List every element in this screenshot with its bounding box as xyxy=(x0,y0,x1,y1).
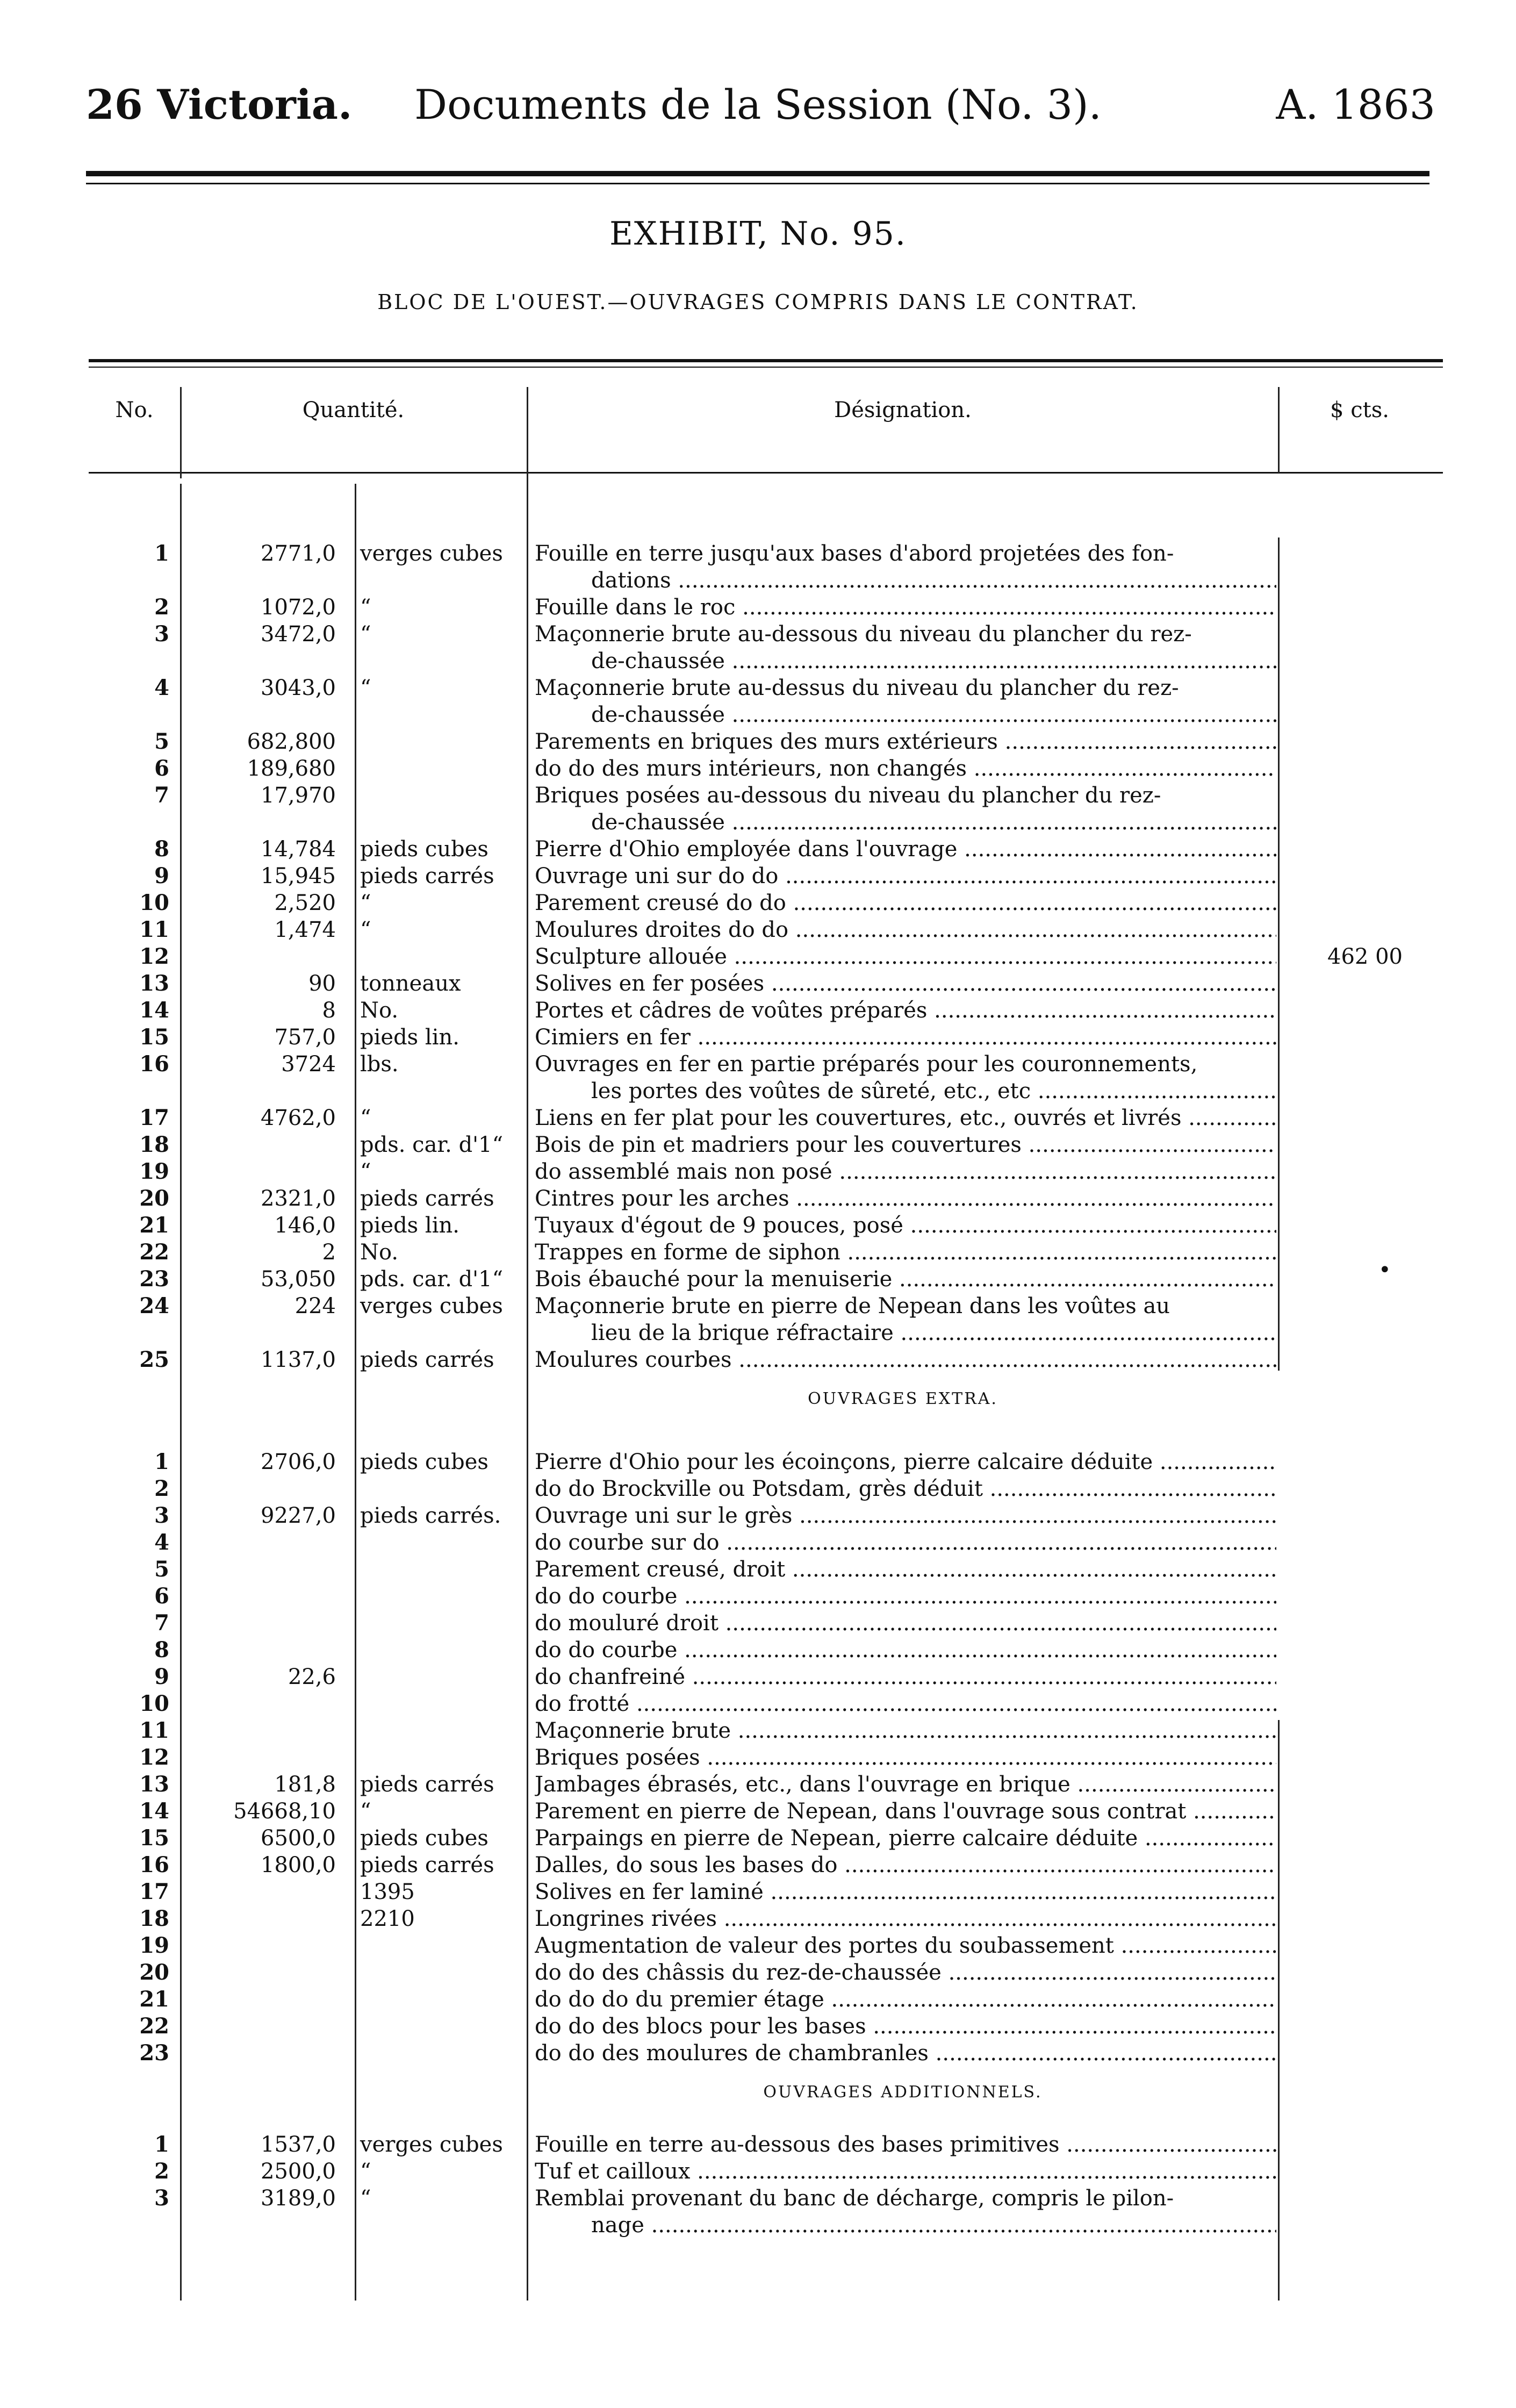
item-number: 17 xyxy=(139,1105,169,1130)
exhibit-title: EXHIBIT, No. 95. xyxy=(609,215,907,253)
column-divider xyxy=(1278,538,1280,1371)
item-designation: Maçonnerie brute au-dessous du niveau du plancher du rez- xyxy=(535,622,1192,647)
item-unit: verges cubes xyxy=(360,1294,503,1318)
item-quantity: 2,520 xyxy=(274,891,336,915)
item-designation: Dalles, do sous les bases do ..... xyxy=(535,1852,1276,1879)
item-designation: Maçonnerie brute ..... xyxy=(535,1717,1276,1744)
item-quantity: 3724 xyxy=(281,1052,336,1077)
item-designation: Longrines rivées ..... xyxy=(535,1905,1276,1932)
item-unit: “ xyxy=(360,1106,371,1130)
item-designation-continuation: de-chaussée ..... xyxy=(591,648,1276,675)
item-unit: tonneaux xyxy=(360,971,461,996)
item-number: 24 xyxy=(139,1293,169,1318)
item-number: 2 xyxy=(154,1476,169,1501)
item-number: 6 xyxy=(154,1583,169,1609)
item-unit: pieds lin. xyxy=(360,1213,459,1238)
item-quantity: 2500,0 xyxy=(261,2159,336,2184)
item-designation-continuation: de-chaussée ..... xyxy=(591,809,1276,836)
item-designation: Parement en pierre de Nepean, dans l'ouvrage sous contrat ..... xyxy=(535,1798,1276,1825)
item-quantity: 3189,0 xyxy=(261,2186,336,2211)
column-header-quantity: Quantité. xyxy=(302,398,405,422)
item-number: 1 xyxy=(154,541,169,566)
item-designation: do do Brockville ou Potsdam, grès déduit ..... xyxy=(535,1475,1276,1502)
item-unit: “ xyxy=(360,2159,371,2184)
item-number: 14 xyxy=(139,998,169,1023)
item-number: 6 xyxy=(154,756,169,781)
item-unit: 2210 xyxy=(360,1907,415,1931)
item-unit: pieds cubes xyxy=(360,837,488,862)
item-number: 2 xyxy=(154,594,169,620)
item-unit: pieds cubes xyxy=(360,1450,488,1474)
item-designation: do chanfreiné ..... xyxy=(535,1664,1276,1690)
item-designation: Solives en fer posées ..... xyxy=(535,970,1276,997)
item-quantity: 2771,0 xyxy=(261,541,336,566)
item-designation: Ouvrage uni sur do do ..... xyxy=(535,863,1276,890)
item-designation: Fouille en terre jusqu'aux bases d'abord projetées des fon- xyxy=(535,541,1174,566)
item-quantity: 2706,0 xyxy=(261,1450,336,1474)
item-quantity: 22,6 xyxy=(288,1665,336,1689)
header-session: 26 Victoria. xyxy=(86,81,353,128)
item-number: 3 xyxy=(154,621,169,647)
item-quantity: 17,970 xyxy=(261,783,336,808)
item-number: 18 xyxy=(139,1132,169,1157)
item-number: 14 xyxy=(139,1798,169,1824)
item-designation: Jambages ébrasés, etc., dans l'ouvrage en brique ..... xyxy=(535,1771,1276,1798)
item-number: 15 xyxy=(139,1024,169,1050)
item-designation: Tuyaux d'égout de 9 pouces, posé ..... xyxy=(535,1212,1276,1239)
item-designation: Ouvrage uni sur le grès ..... xyxy=(535,1502,1276,1529)
item-designation: Fouille dans le roc ..... xyxy=(535,594,1276,621)
item-unit: “ xyxy=(360,2186,371,2211)
item-number: 5 xyxy=(154,729,169,754)
item-unit: pieds carrés xyxy=(360,1186,494,1211)
stray-mark: • xyxy=(1378,1258,1391,1282)
item-number: 9 xyxy=(154,1664,169,1689)
item-designation: Briques posées ..... xyxy=(535,1744,1276,1771)
item-quantity: 224 xyxy=(294,1294,336,1318)
item-designation: Solives en fer laminé ..... xyxy=(535,1879,1276,1905)
item-designation-continuation: de-chaussée ..... xyxy=(591,701,1276,728)
item-number: 25 xyxy=(139,1347,169,1372)
item-number: 22 xyxy=(139,2013,169,2039)
item-number: 5 xyxy=(154,1557,169,1582)
item-number: 19 xyxy=(139,1933,169,1958)
item-designation-continuation: dations ..... xyxy=(591,567,1276,594)
item-number: 7 xyxy=(154,783,169,808)
item-unit: “ xyxy=(360,595,371,620)
item-quantity: 4762,0 xyxy=(261,1106,336,1130)
item-designation: do courbe sur do ..... xyxy=(535,1529,1276,1556)
item-number: 21 xyxy=(139,1987,169,2012)
item-designation: Augmentation de valeur des portes du soubassement ..... xyxy=(535,1932,1276,1959)
item-designation: do do courbe ..... xyxy=(535,1637,1276,1664)
item-designation: Ouvrages en fer en partie préparés pour les couronnements, xyxy=(535,1052,1198,1077)
item-number: 20 xyxy=(139,1186,169,1211)
item-designation: Portes et câdres de voûtes préparés ..... xyxy=(535,997,1276,1024)
item-unit: pieds lin. xyxy=(360,1025,459,1050)
item-number: 4 xyxy=(154,675,169,700)
item-unit: “ xyxy=(360,622,371,647)
column-divider xyxy=(1278,1720,1280,2300)
item-designation: Pierre d'Ohio pour les écoinçons, pierre calcaire déduite ..... xyxy=(535,1449,1276,1475)
item-number: 23 xyxy=(139,1266,169,1292)
item-number: 15 xyxy=(139,1825,169,1851)
column-divider xyxy=(180,484,182,2300)
item-number: 18 xyxy=(139,1906,169,1931)
item-quantity: 2321,0 xyxy=(261,1186,336,1211)
item-quantity: 9227,0 xyxy=(261,1503,336,1528)
item-quantity: 1072,0 xyxy=(261,595,336,620)
item-unit: “ xyxy=(360,1159,371,1184)
item-designation: Tuf et cailloux ..... xyxy=(535,2158,1276,2185)
item-unit: pieds carrés xyxy=(360,864,494,888)
item-designation-continuation: nage ..... xyxy=(591,2212,1276,2239)
item-designation: Parements en briques des murs extérieurs ..... xyxy=(535,728,1276,755)
item-quantity: 53,050 xyxy=(261,1267,336,1292)
item-number: 13 xyxy=(139,1772,169,1797)
item-quantity: 6500,0 xyxy=(261,1826,336,1851)
item-designation: Liens en fer plat pour les couvertures, etc., ouvrés et livrés ..... xyxy=(535,1105,1276,1131)
item-number: 10 xyxy=(139,890,169,915)
item-number: 12 xyxy=(139,944,169,969)
table-top-rule xyxy=(89,359,1443,362)
item-number: 3 xyxy=(154,1503,169,1528)
item-designation: Sculpture allouée ..... xyxy=(535,943,1276,970)
item-quantity: 3472,0 xyxy=(261,622,336,647)
item-unit: verges cubes xyxy=(360,541,503,566)
column-header-designation: Désignation. xyxy=(834,398,972,422)
section-title-additional: OUVRAGES ADDITIONNELS. xyxy=(763,2083,1043,2102)
item-unit: pieds carrés xyxy=(360,1853,494,1877)
item-designation-continuation: les portes des voûtes de sûreté, etc., etc ..... xyxy=(591,1078,1276,1105)
item-designation: do do do du premier étage ..... xyxy=(535,1986,1276,2013)
item-quantity: 181,8 xyxy=(274,1772,336,1797)
page-header xyxy=(81,81,1435,140)
item-unit: 1395 xyxy=(360,1880,415,1904)
item-designation: Cintres pour les arches ..... xyxy=(535,1185,1276,1212)
item-number: 13 xyxy=(139,971,169,996)
item-designation: Parement creusé do do ..... xyxy=(535,890,1276,916)
item-designation: Parement creusé, droit ..... xyxy=(535,1556,1276,1583)
item-quantity: 757,0 xyxy=(274,1025,336,1050)
item-number: 17 xyxy=(139,1879,169,1904)
item-quantity: 1,474 xyxy=(274,918,336,942)
item-designation: Trappes en forme de siphon ..... xyxy=(535,1239,1276,1266)
item-designation: do do des murs intérieurs, non changés ..... xyxy=(535,755,1276,782)
item-number: 21 xyxy=(139,1213,169,1238)
item-unit: pds. car. d'1“ xyxy=(360,1267,504,1292)
item-designation: Maçonnerie brute au-dessus du niveau du plancher du rez- xyxy=(535,676,1179,700)
item-designation: Remblai provenant du banc de décharge, compris le pilon- xyxy=(535,2186,1174,2211)
column-header-amount: $ cts. xyxy=(1330,398,1389,422)
column-header-no: No. xyxy=(115,398,154,422)
item-number: 2 xyxy=(154,2159,169,2184)
column-divider xyxy=(355,484,356,2300)
table-header-rule xyxy=(89,472,1443,474)
item-number: 16 xyxy=(139,1852,169,1877)
item-number: 1 xyxy=(154,1449,169,1474)
item-quantity: 2 xyxy=(322,1240,336,1265)
column-divider xyxy=(1278,387,1280,473)
item-number: 23 xyxy=(139,2040,169,2066)
item-unit: No. xyxy=(360,1240,399,1265)
exhibit-subtitle: BLOC DE L'OUEST.—OUVRAGES COMPRIS DANS LE CONTRAT. xyxy=(377,290,1139,314)
item-designation: Moulures droites do do ..... xyxy=(535,916,1276,943)
item-number: 8 xyxy=(154,1637,169,1662)
item-quantity: 8 xyxy=(322,998,336,1023)
item-number: 7 xyxy=(154,1610,169,1636)
item-unit: No. xyxy=(360,998,399,1023)
item-quantity: 146,0 xyxy=(274,1213,336,1238)
item-unit: “ xyxy=(360,891,371,915)
item-designation: do do des moulures de chambranles ..... xyxy=(535,2040,1276,2067)
item-unit: pieds cubes xyxy=(360,1826,488,1851)
item-quantity: 1537,0 xyxy=(261,2132,336,2157)
table-top-rule-thin xyxy=(89,367,1443,368)
item-number: 8 xyxy=(154,836,169,862)
item-designation: Cimiers en fer ..... xyxy=(535,1024,1276,1051)
item-unit: pieds carrés xyxy=(360,1772,494,1797)
item-number: 3 xyxy=(154,2185,169,2211)
column-divider xyxy=(527,387,528,2300)
item-unit: lbs. xyxy=(360,1052,399,1077)
item-quantity: 189,680 xyxy=(247,756,336,781)
item-number: 4 xyxy=(154,1530,169,1555)
item-quantity: 15,945 xyxy=(261,864,336,888)
item-quantity: 1800,0 xyxy=(261,1853,336,1877)
item-designation: Fouille en terre au-dessous des bases primitives ..... xyxy=(535,2131,1276,2158)
item-designation: do do des châssis du rez-de-chaussée ..... xyxy=(535,1959,1276,1986)
item-number: 19 xyxy=(139,1159,169,1184)
column-divider xyxy=(180,387,182,478)
item-quantity: 1137,0 xyxy=(261,1348,336,1372)
item-quantity: 682,800 xyxy=(247,729,336,754)
item-designation: Bois ébauché pour la menuiserie ..... xyxy=(535,1266,1276,1293)
section-title-extra: OUVRAGES EXTRA. xyxy=(808,1389,998,1408)
header-rule xyxy=(86,171,1429,176)
item-number: 16 xyxy=(139,1051,169,1077)
item-unit: “ xyxy=(360,1799,371,1824)
item-designation: do assemblé mais non posé ..... xyxy=(535,1158,1276,1185)
item-designation: Pierre d'Ohio employée dans l'ouvrage ..... xyxy=(535,836,1276,863)
header-year: A. 1863 xyxy=(1276,81,1435,128)
item-designation: Moulures courbes ..... xyxy=(535,1346,1276,1373)
item-quantity: 54668,10 xyxy=(233,1799,336,1824)
item-number: 9 xyxy=(154,863,169,888)
header-document-title: Documents de la Session (No. 3). xyxy=(414,81,1102,128)
item-amount: 462 00 xyxy=(1327,944,1403,969)
item-designation: Bois de pin et madriers pour les couvertures ..... xyxy=(535,1131,1276,1158)
item-number: 1 xyxy=(154,2132,169,2157)
item-designation: Parpaings en pierre de Nepean, pierre calcaire déduite ..... xyxy=(535,1825,1276,1852)
item-number: 12 xyxy=(139,1745,169,1770)
item-designation: do do courbe ..... xyxy=(535,1583,1276,1610)
item-number: 11 xyxy=(139,1718,169,1743)
item-number: 22 xyxy=(139,1239,169,1265)
item-quantity: 3043,0 xyxy=(261,676,336,700)
item-unit: pds. car. d'1“ xyxy=(360,1133,504,1157)
item-designation: do do des blocs pour les bases ..... xyxy=(535,2013,1276,2040)
item-designation: Briques posées au-dessous du niveau du plancher du rez- xyxy=(535,783,1161,808)
item-unit: verges cubes xyxy=(360,2132,503,2157)
item-designation-continuation: lieu de la brique réfractaire ..... xyxy=(591,1320,1276,1346)
item-number: 10 xyxy=(139,1691,169,1716)
item-unit: “ xyxy=(360,918,371,942)
item-designation: do mouluré droit ..... xyxy=(535,1610,1276,1637)
item-unit: pieds carrés xyxy=(360,1348,494,1372)
item-quantity: 90 xyxy=(308,971,336,996)
item-number: 20 xyxy=(139,1960,169,1985)
item-unit: pieds carrés. xyxy=(360,1503,501,1528)
item-designation: do frotté ..... xyxy=(535,1690,1276,1717)
item-unit: “ xyxy=(360,676,371,700)
item-quantity: 14,784 xyxy=(261,837,336,862)
item-number: 11 xyxy=(139,917,169,942)
item-designation: Maçonnerie brute en pierre de Nepean dans les voûtes au xyxy=(535,1294,1170,1318)
header-rule-thin xyxy=(86,183,1429,184)
